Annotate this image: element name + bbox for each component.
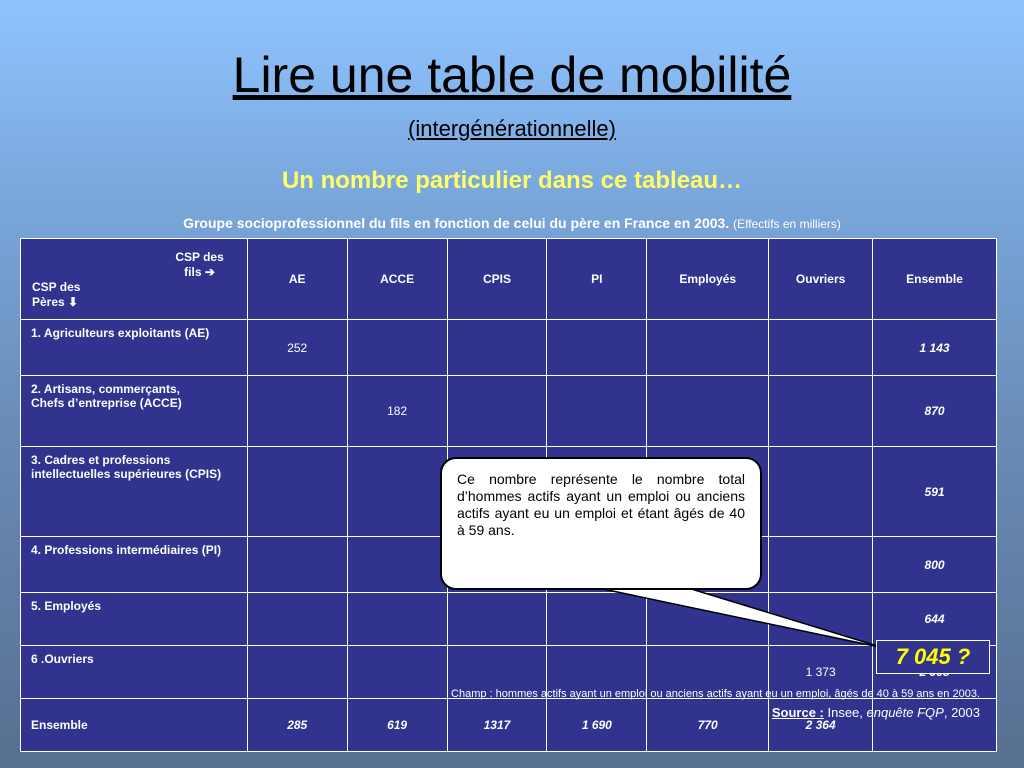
caption-main: Groupe socioprofessionnel du fils en fonction de celui du père en France en 2003. <box>183 215 730 231</box>
total-cell: 644 <box>873 593 997 646</box>
corner-peres-label: CSP des Pères ⬇ <box>32 280 81 309</box>
page-title: Lire une table de mobilité <box>232 47 792 103</box>
table-cell: 1 373 <box>769 646 873 699</box>
total-cell: 1 143 <box>873 320 997 376</box>
callout-tail <box>560 580 884 648</box>
champ-label: Champ <box>451 688 487 700</box>
row-label: 1. Agriculteurs exploitants (AE) <box>21 320 248 376</box>
table-cell: 182 <box>347 376 447 447</box>
total-cell: 619 <box>347 699 447 752</box>
total-cell: 1317 <box>447 699 547 752</box>
column-header: Employés <box>647 239 769 320</box>
callout-bubble: Ce nombre représente le nombre total d’hommes actifs ayant un emploi ou anciens actifs ayant eu un emploi et étant âgés de 40 à 59 ans. <box>440 457 762 590</box>
row-label: 3. Cadres et professions intellectuelles supérieures (CPIS) <box>21 447 248 537</box>
column-header: Ensemble <box>873 239 997 320</box>
total-cell: 591 <box>873 447 997 537</box>
champ-note <box>451 688 980 700</box>
total-cell: 2 364 <box>769 699 873 752</box>
grand-total-question: 7 045 ? <box>876 640 990 674</box>
highlight-text: Un nombre particulier dans ce tableau… <box>281 167 743 194</box>
total-cell: 770 <box>647 699 769 752</box>
page-subtitle: (intergénérationnelle) <box>408 116 616 141</box>
total-cell: 1 690 <box>547 699 647 752</box>
row-label: 5. Employés <box>21 593 248 646</box>
caption-unit: (Effectifs en milliers) <box>733 217 841 231</box>
table-cell: 252 <box>247 320 347 376</box>
column-header: Ouvriers <box>769 239 873 320</box>
column-header: CPIS <box>447 239 547 320</box>
champ-text: : hommes actifs ayant un emploi ou anciens actifs ayant eu un emploi, âgés de 40 à 59 ans en 2003. <box>486 688 980 700</box>
total-cell: 870 <box>873 376 997 447</box>
row-label: Ensemble <box>21 699 248 752</box>
corner-fils-label: CSP des fils ➔ <box>175 250 224 279</box>
source-note: Source : Insee, enquête FQP, 2003 <box>771 705 980 720</box>
source-label: Source : <box>771 705 824 720</box>
row-label: 4. Professions intermédiaires (PI) <box>21 537 248 593</box>
row-label: 6 .Ouvriers <box>21 646 248 699</box>
column-header: AE <box>247 239 347 320</box>
total-cell: 285 <box>247 699 347 752</box>
row-label: 2. Artisans, commerçants, Chefs d’entreprise (ACCE) <box>21 376 248 447</box>
total-cell: 800 <box>873 537 997 593</box>
column-header: PI <box>547 239 647 320</box>
column-header: ACCE <box>347 239 447 320</box>
